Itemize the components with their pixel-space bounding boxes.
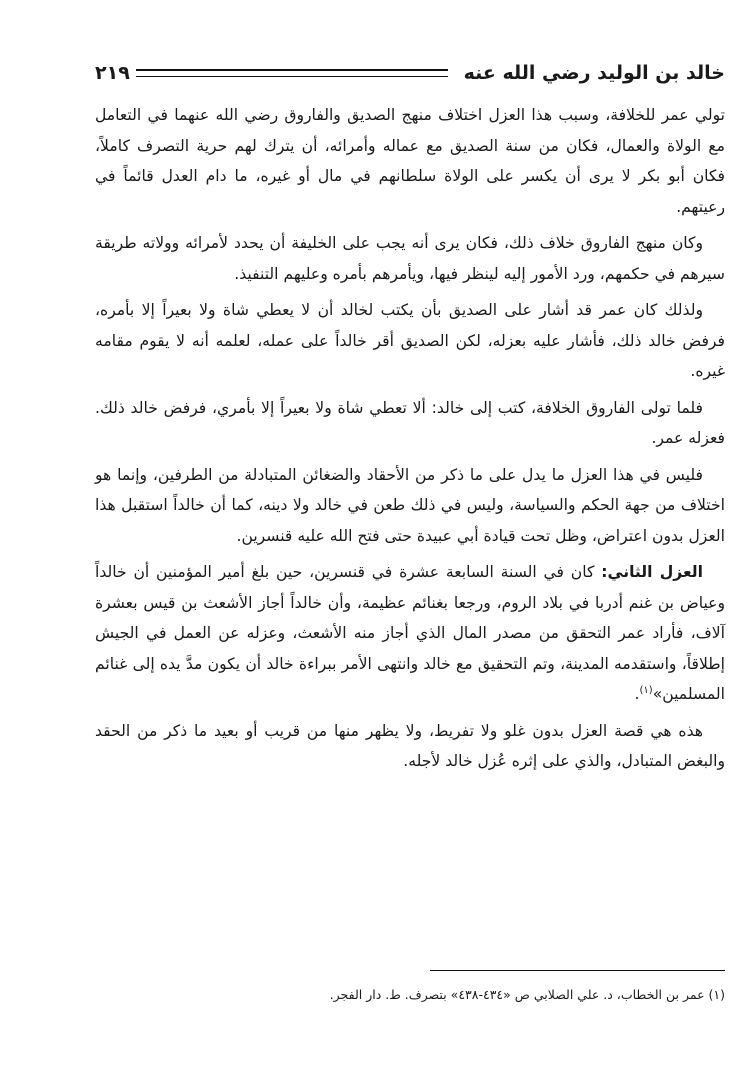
footnote-marker: (١) — [639, 684, 653, 696]
footnote-divider — [430, 970, 725, 971]
paragraph-6 — [95, 557, 725, 710]
paragraph-7: هذه هي قصة العزل بدون غلو ولا تفريط، ولا يظهر منها من قريب أو بعيد ما ذكر من الحقد والبغض المتبادل، والذي على إثره عُزل خالد لأجله. — [95, 721, 725, 770]
header-rule — [136, 69, 448, 77]
paragraph-4: فلما تولى الفاروق الخلافة، كتب إلى خالد: ألا تعطي شاة ولا بعيراً إلا بأمري، فرفض خالد ذلك. فعزله عمر. — [95, 398, 725, 447]
page-number: ٢١٩ — [95, 62, 130, 84]
running-title: خالد بن الوليد رضي الله عنه — [463, 62, 725, 84]
paragraph-2: وكان منهج الفاروق خلاف ذلك، فكان يرى أنه يجب على الخليفة أن يحدد لأمرائه وولاته طريقة سيرهم في حكمهم، ورد الأمور إليه لينظر فيها، ويأمرهم بأمره وعليهم التنفيذ. — [95, 234, 725, 283]
body-text — [95, 100, 725, 783]
paragraph-5: فليس في هذا العزل ما يدل على ما ذكر من الأحقاد والضغائن المتبادلة من الطرفين، وإنما هو اختلاف من جهة الحكم والسياسة، وليس في ذلك طعن في خالد ولا دينه، كما أن خالداً استقبل هذا العزل بدون اعتراض، وظل تحت قيادة أبي عبيدة حتى فتح الله عليه قنسرين. — [95, 465, 725, 545]
paragraph-6-text: كان في السنة السابعة عشرة في قنسرين، حين بلغ أمير المؤمنين أن خالداً وعياض بن غنم أدربا في بلاد الروم، ورجعا بغنائم عظيمة، وأن خالداً أجاز الأشعث بن قيس بعشرة آلاف، فأراد عمر التحقق من مصدر المال الذي أجاز منه الأشعث، وعزله عن العمل في الجيش إطلاقاً، واستقدمه المدينة، وتم التحقيق مع خالد وانتهى الأمر ببراءة خالد أن يكون مدَّ يده إلى غنائم المسلمين» — [95, 563, 725, 703]
paragraph-1: تولي عمر للخلافة، وسبب هذا العزل اختلاف منهج الصديق والفاروق رضي الله عنهما في التعامل مع الولاة والعمال، فكان من سنة الصديق مع عماله وأمرائه، أن يترك لهم حرية التصرف كاملاً، فكان أبو بكر لا يرى أن يكسر على الولاة سلطانهم في مال أو غيره، ما دام العدل قائماً في رعيتهم. — [95, 106, 725, 216]
paragraph-6-end: . — [634, 685, 640, 703]
paragraph-3: ولذلك كان عمر قد أشار على الصديق بأن يكتب لخالد أن لا يعطي شاة ولا بعيراً إلا بأمره، فرفض خالد ذلك، فأشار عليه بعزله، لكن الصديق أقر خالداً على عمله، لعلمه أنه لا يقوم مقامه غيره. — [95, 301, 725, 380]
section-lead: العزل الثاني: — [601, 563, 704, 581]
page-header — [95, 58, 725, 88]
footnote: (١) عمر بن الخطاب، د. علي الصلابي ص «٤٣٤-٤٣٨» بتصرف. ط. دار الفجر. — [329, 987, 725, 1002]
